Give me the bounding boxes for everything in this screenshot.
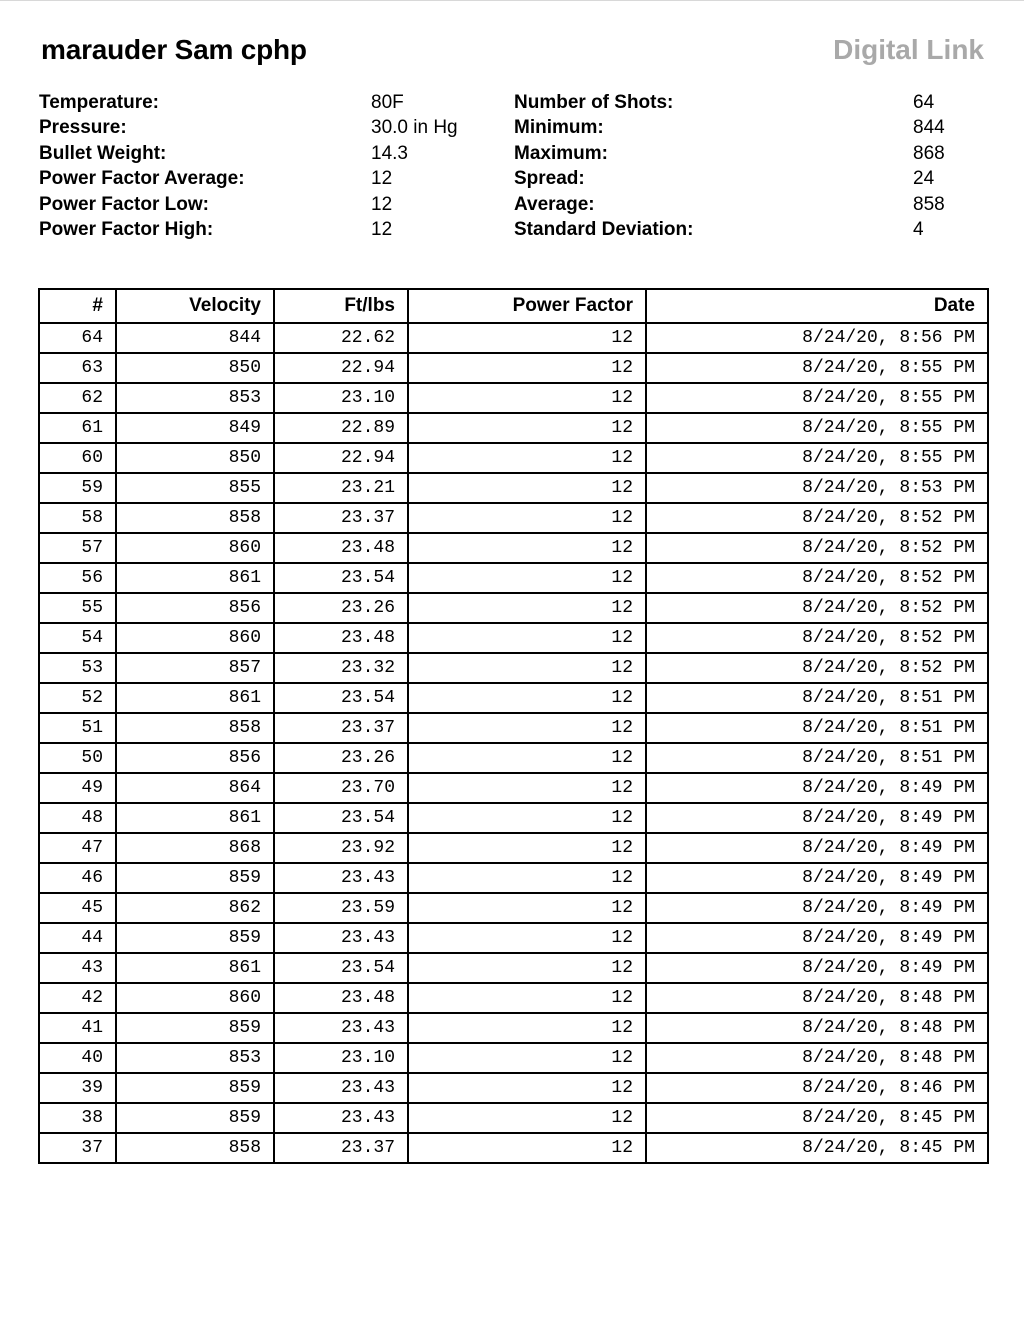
table-cell: 49	[39, 773, 116, 803]
column-header: Velocity	[116, 289, 274, 323]
stat-right-value: 858	[913, 193, 945, 215]
table-cell: 858	[116, 713, 274, 743]
table-cell: 8/24/20, 8:49 PM	[646, 893, 988, 923]
table-cell: 42	[39, 983, 116, 1013]
table-row	[39, 443, 988, 473]
table-cell: 45	[39, 893, 116, 923]
table-cell: 8/24/20, 8:55 PM	[646, 383, 988, 413]
table-cell: 12	[408, 683, 646, 713]
table-row	[39, 743, 988, 773]
table-cell: 37	[39, 1133, 116, 1163]
table-cell: 61	[39, 413, 116, 443]
table-cell: 12	[408, 863, 646, 893]
table-cell: 868	[116, 833, 274, 863]
table-cell: 8/24/20, 8:45 PM	[646, 1103, 988, 1133]
table-cell: 8/24/20, 8:45 PM	[646, 1133, 988, 1163]
table-cell: 8/24/20, 8:46 PM	[646, 1073, 988, 1103]
table-cell: 23.59	[274, 893, 408, 923]
top-divider	[0, 0, 1024, 1]
table-cell: 47	[39, 833, 116, 863]
table-cell: 859	[116, 1013, 274, 1043]
table-header-row	[39, 289, 988, 323]
table-cell: 860	[116, 623, 274, 653]
stats-left-labels	[39, 90, 245, 242]
table-cell: 8/24/20, 8:55 PM	[646, 413, 988, 443]
table-cell: 22.94	[274, 353, 408, 383]
table-body	[39, 323, 988, 1163]
table-cell: 23.70	[274, 773, 408, 803]
table-row	[39, 683, 988, 713]
table-cell: 12	[408, 773, 646, 803]
table-cell: 850	[116, 353, 274, 383]
stat-right-value: 844	[913, 117, 945, 139]
table-cell: 8/24/20, 8:48 PM	[646, 983, 988, 1013]
table-cell: 23.54	[274, 803, 408, 833]
table-cell: 59	[39, 473, 116, 503]
table-cell: 12	[408, 623, 646, 653]
table-cell: 23.43	[274, 863, 408, 893]
table-cell: 22.94	[274, 443, 408, 473]
table-cell: 12	[408, 323, 646, 353]
table-row	[39, 593, 988, 623]
stat-right-label: Average:	[514, 193, 595, 215]
table-cell: 8/24/20, 8:52 PM	[646, 653, 988, 683]
table-cell: 856	[116, 743, 274, 773]
table-cell: 8/24/20, 8:51 PM	[646, 683, 988, 713]
table-row	[39, 563, 988, 593]
table-cell: 861	[116, 563, 274, 593]
table-cell: 46	[39, 863, 116, 893]
stat-right-value: 64	[913, 92, 935, 113]
table-cell: 54	[39, 623, 116, 653]
table-cell: 8/24/20, 8:49 PM	[646, 803, 988, 833]
table-cell: 12	[408, 923, 646, 953]
table-row	[39, 893, 988, 923]
brand-logo-text: Digital Link	[833, 34, 984, 65]
table-cell: 12	[408, 983, 646, 1013]
stat-left-label: Power Factor Low:	[39, 193, 209, 215]
table-row	[39, 353, 988, 383]
table-row	[39, 833, 988, 863]
table-cell: 859	[116, 863, 274, 893]
table-cell: 8/24/20, 8:49 PM	[646, 773, 988, 803]
table-row	[39, 1043, 988, 1073]
table-cell: 41	[39, 1013, 116, 1043]
stat-left-label: Pressure:	[39, 117, 127, 139]
table-cell: 12	[408, 1013, 646, 1043]
table-cell: 12	[408, 653, 646, 683]
table-row	[39, 773, 988, 803]
column-header: Date	[646, 289, 988, 323]
table-cell: 48	[39, 803, 116, 833]
table-cell: 12	[408, 413, 646, 443]
table-cell: 64	[39, 323, 116, 353]
table-cell: 8/24/20, 8:51 PM	[646, 743, 988, 773]
table-cell: 8/24/20, 8:49 PM	[646, 833, 988, 863]
table-cell: 56	[39, 563, 116, 593]
table-cell: 23.54	[274, 563, 408, 593]
table-cell: 858	[116, 1133, 274, 1163]
table-cell: 23.10	[274, 383, 408, 413]
table-cell: 23.43	[274, 1013, 408, 1043]
table-cell: 23.43	[274, 923, 408, 953]
table-cell: 12	[408, 533, 646, 563]
table-cell: 23.43	[274, 1103, 408, 1133]
table-cell: 8/24/20, 8:52 PM	[646, 503, 988, 533]
table-cell: 853	[116, 383, 274, 413]
stats-right-values	[913, 90, 945, 242]
table-cell: 62	[39, 383, 116, 413]
shots-table	[38, 288, 989, 1164]
column-header: Power Factor	[408, 289, 646, 323]
table-cell: 52	[39, 683, 116, 713]
stat-right-label: Minimum:	[514, 117, 604, 139]
table-cell: 12	[408, 1133, 646, 1163]
table-cell: 38	[39, 1103, 116, 1133]
table-cell: 23.26	[274, 743, 408, 773]
table-cell: 40	[39, 1043, 116, 1073]
table-cell: 856	[116, 593, 274, 623]
stat-left-value: 14.3	[371, 142, 408, 164]
stat-right-value: 24	[913, 168, 935, 190]
table-row	[39, 1013, 988, 1043]
table-cell: 858	[116, 503, 274, 533]
stat-right-value: 868	[913, 142, 945, 164]
table-cell: 12	[408, 473, 646, 503]
table-cell: 859	[116, 1103, 274, 1133]
table-cell: 8/24/20, 8:48 PM	[646, 1043, 988, 1073]
table-cell: 23.43	[274, 1073, 408, 1103]
table-cell: 23.54	[274, 683, 408, 713]
stat-left-value: 30.0 in Hg	[371, 117, 458, 139]
table-cell: 8/24/20, 8:52 PM	[646, 563, 988, 593]
table-cell: 23.32	[274, 653, 408, 683]
table-cell: 58	[39, 503, 116, 533]
table-cell: 8/24/20, 8:49 PM	[646, 953, 988, 983]
table-cell: 861	[116, 803, 274, 833]
page-title: marauder Sam cphp	[41, 34, 307, 65]
table-cell: 859	[116, 923, 274, 953]
table-cell: 8/24/20, 8:56 PM	[646, 323, 988, 353]
table-row	[39, 323, 988, 353]
stat-right-value: 4	[913, 218, 924, 240]
table-cell: 857	[116, 653, 274, 683]
table-row	[39, 863, 988, 893]
table-cell: 860	[116, 533, 274, 563]
table-cell: 12	[408, 503, 646, 533]
table-cell: 23.54	[274, 953, 408, 983]
table-cell: 44	[39, 923, 116, 953]
table-cell: 12	[408, 353, 646, 383]
table-cell: 23.48	[274, 623, 408, 653]
stat-right-label: Number of Shots:	[514, 92, 674, 113]
table-cell: 12	[408, 833, 646, 863]
stat-right-label: Spread:	[514, 168, 585, 190]
stat-left-label: Power Factor Average:	[39, 168, 245, 190]
table-row	[39, 953, 988, 983]
stat-left-value: 12	[371, 168, 393, 190]
column-header: #	[39, 289, 116, 323]
table-row	[39, 383, 988, 413]
table-cell: 23.48	[274, 533, 408, 563]
table-cell: 23.92	[274, 833, 408, 863]
table-cell: 12	[408, 803, 646, 833]
table-cell: 23.48	[274, 983, 408, 1013]
table-cell: 51	[39, 713, 116, 743]
table-cell: 8/24/20, 8:49 PM	[646, 923, 988, 953]
table-cell: 861	[116, 683, 274, 713]
table-cell: 12	[408, 563, 646, 593]
table-row	[39, 713, 988, 743]
table-row	[39, 503, 988, 533]
table-cell: 23.37	[274, 503, 408, 533]
table-row	[39, 473, 988, 503]
table-cell: 12	[408, 383, 646, 413]
table-row	[39, 1133, 988, 1163]
stat-left-label: Power Factor High:	[39, 218, 214, 240]
table-cell: 8/24/20, 8:48 PM	[646, 1013, 988, 1043]
table-cell: 844	[116, 323, 274, 353]
stats-right-labels	[514, 90, 693, 242]
table-cell: 8/24/20, 8:53 PM	[646, 473, 988, 503]
table-cell: 23.26	[274, 593, 408, 623]
table-row	[39, 623, 988, 653]
table-cell: 12	[408, 1073, 646, 1103]
table-cell: 850	[116, 443, 274, 473]
table-cell: 23.37	[274, 1133, 408, 1163]
table-row	[39, 1073, 988, 1103]
stat-left-label: Bullet Weight:	[39, 142, 167, 164]
table-cell: 12	[408, 743, 646, 773]
table-row	[39, 923, 988, 953]
stat-left-value: 12	[371, 193, 393, 215]
table-row	[39, 983, 988, 1013]
table-cell: 860	[116, 983, 274, 1013]
table-cell: 57	[39, 533, 116, 563]
stat-right-label: Standard Deviation:	[514, 218, 694, 240]
table-cell: 12	[408, 1103, 646, 1133]
table-row	[39, 1103, 988, 1133]
table-cell: 861	[116, 953, 274, 983]
table-cell: 864	[116, 773, 274, 803]
table-cell: 8/24/20, 8:52 PM	[646, 533, 988, 563]
table-cell: 8/24/20, 8:52 PM	[646, 593, 988, 623]
stats-left-values	[371, 90, 458, 242]
table-cell: 8/24/20, 8:49 PM	[646, 863, 988, 893]
table-cell: 853	[116, 1043, 274, 1073]
column-header: Ft/lbs	[274, 289, 408, 323]
stat-left-value: 12	[371, 218, 393, 240]
table-cell: 55	[39, 593, 116, 623]
table-cell: 43	[39, 953, 116, 983]
table-cell: 22.62	[274, 323, 408, 353]
table-cell: 12	[408, 443, 646, 473]
table-cell: 50	[39, 743, 116, 773]
table-row	[39, 803, 988, 833]
table-cell: 39	[39, 1073, 116, 1103]
table-cell: 8/24/20, 8:55 PM	[646, 443, 988, 473]
table-cell: 12	[408, 953, 646, 983]
table-cell: 12	[408, 593, 646, 623]
table-cell: 23.21	[274, 473, 408, 503]
stat-left-label: Temperature:	[39, 92, 160, 113]
table-row	[39, 653, 988, 683]
table-cell: 22.89	[274, 413, 408, 443]
table-cell: 23.37	[274, 713, 408, 743]
table-cell: 8/24/20, 8:55 PM	[646, 353, 988, 383]
table-cell: 859	[116, 1073, 274, 1103]
table-cell: 60	[39, 443, 116, 473]
table-cell: 862	[116, 893, 274, 923]
table-cell: 8/24/20, 8:51 PM	[646, 713, 988, 743]
table-cell: 855	[116, 473, 274, 503]
stat-right-label: Maximum:	[514, 142, 608, 164]
stat-left-value: 80F	[371, 92, 404, 113]
table-cell: 12	[408, 713, 646, 743]
table-row	[39, 533, 988, 563]
table-cell: 12	[408, 893, 646, 923]
table-cell: 8/24/20, 8:52 PM	[646, 623, 988, 653]
table-cell: 53	[39, 653, 116, 683]
table-cell: 23.10	[274, 1043, 408, 1073]
table-cell: 12	[408, 1043, 646, 1073]
table-cell: 63	[39, 353, 116, 383]
table-cell: 849	[116, 413, 274, 443]
table-row	[39, 413, 988, 443]
